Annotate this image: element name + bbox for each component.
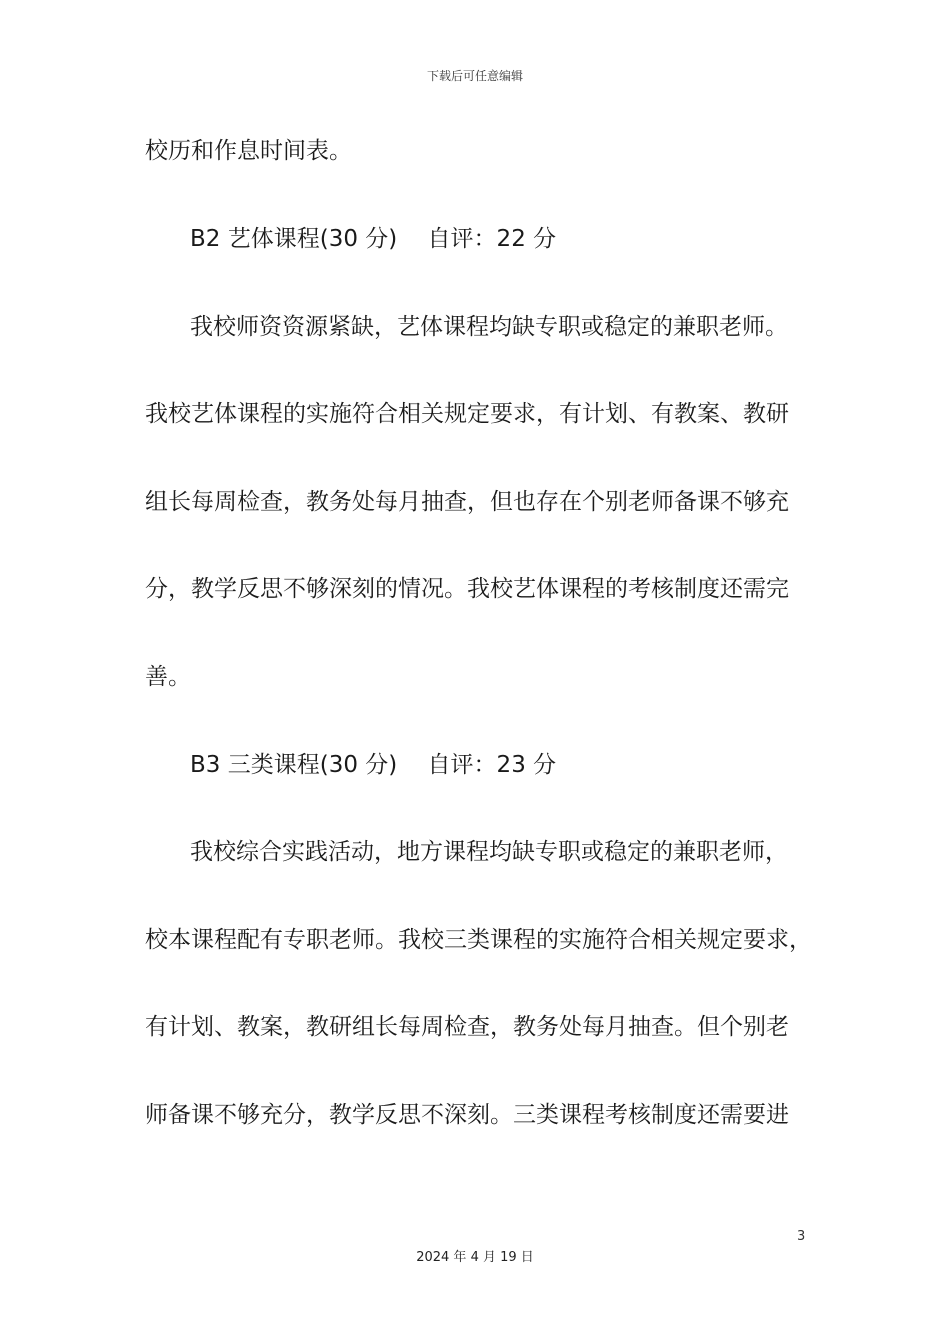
footer-date: 2024 年 4 月 19 日	[416, 1250, 534, 1265]
body-line: 有计划、教案，教研组长每周检查，教务处每月抽查。但个别老	[145, 1014, 789, 1040]
body-line: 校本课程配有专职老师。我校三类课程的实施符合相关规定要求，	[145, 927, 812, 953]
body-line: 分，教学反思不够深刻的情况。我校艺体课程的考核制度还需完	[145, 576, 789, 602]
section-heading-b3: B3 三类课程(30 分) 自评：23 分	[190, 752, 557, 778]
body-line: 我校艺体课程的实施符合相关规定要求，有计划、有教案、教研	[145, 401, 789, 427]
section-heading-b2: B2 艺体课程(30 分) 自评：22 分	[190, 226, 557, 252]
body-line: 校历和作息时间表。	[145, 138, 352, 164]
body-line: 我校师资资源紧缺，艺体课程均缺专职或稳定的兼职老师。	[190, 314, 788, 340]
page-number: 3	[797, 1229, 806, 1244]
body-line: 师备课不够充分，教学反思不深刻。三类课程考核制度还需要进	[145, 1102, 789, 1128]
header-note: 下载后可任意编辑	[426, 69, 523, 83]
body-line: 组长每周检查，教务处每月抽查，但也存在个别老师备课不够充	[145, 489, 789, 515]
body-line: 善。	[145, 664, 191, 690]
body-line: 我校综合实践活动，地方课程均缺专职或稳定的兼职老师，	[190, 839, 788, 865]
